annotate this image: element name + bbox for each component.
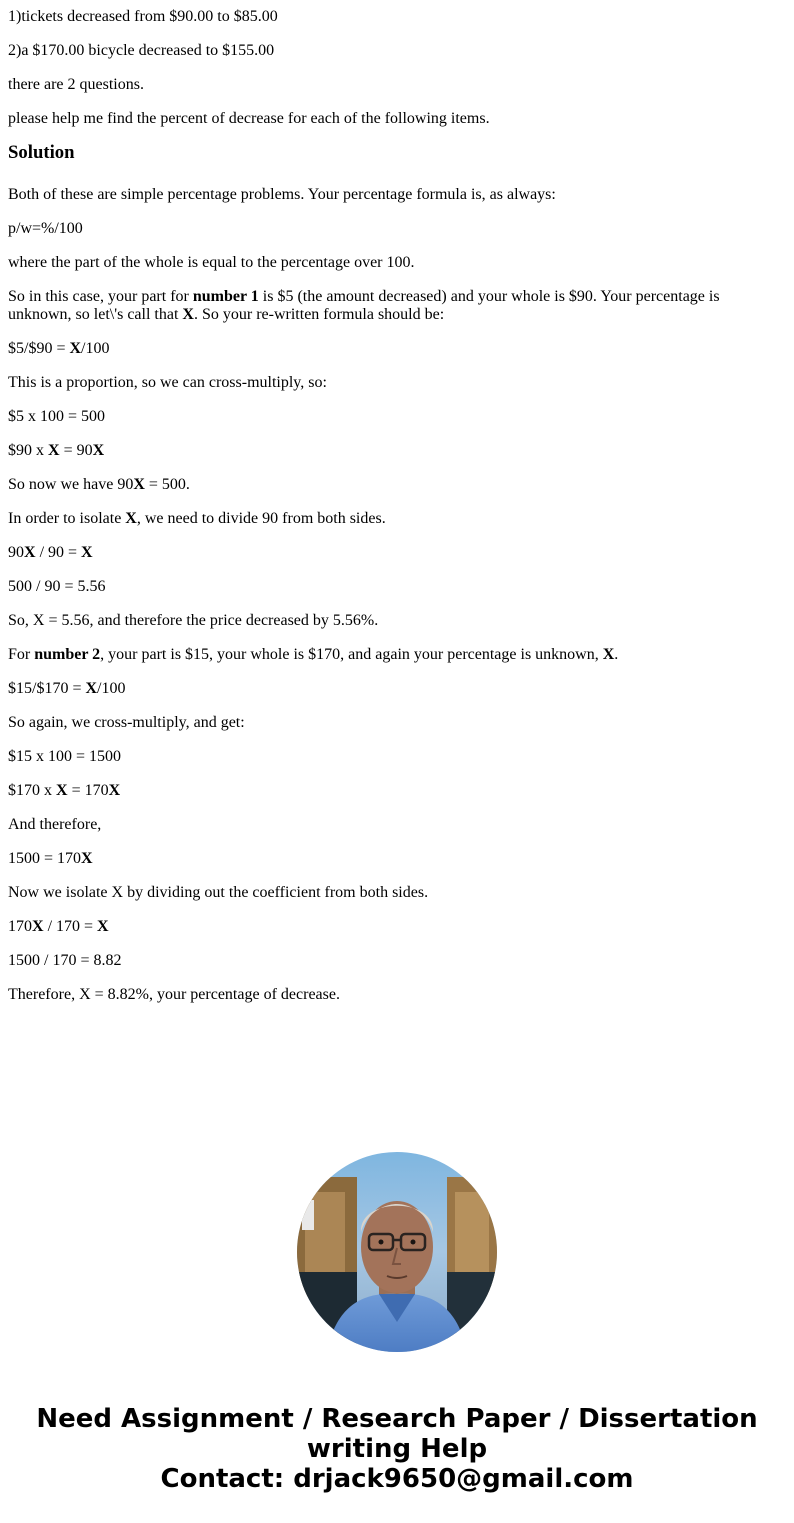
eq3-variable-2: X [92,442,105,459]
equation-9 [8,850,786,868]
part1-number-label: number 1 [192,288,259,305]
eq8-variable-2: X [108,782,121,799]
question-count-note: there are 2 questions. [8,76,144,93]
equation-8 [8,782,786,800]
equation-6 [8,680,786,698]
eq8-c: = 170 [67,782,109,799]
now-variable: X [133,476,145,493]
isolate-variable: X [125,510,137,527]
part2-e: . [614,646,619,663]
now-c: = 500. [144,476,190,493]
part2-paragraph [8,646,786,664]
eq10-variable: X [32,918,44,935]
part1-variable: X [182,306,194,323]
person-portrait-icon [297,1152,497,1352]
solution-heading: Solution [8,142,75,163]
solution-intro: Both of these are simple percentage problems. Your percentage formula is, as always: [8,186,556,203]
eq1-left: $5/$90 = [8,340,70,357]
equation-4 [8,544,786,562]
promo-contact: Contact: drjack9650@gmail.com [160,1464,634,1494]
eq6-c: /100 [97,680,126,697]
eq3-a: $90 x [8,442,48,459]
equation-10 [8,918,786,936]
eq6-a: $15/$170 = [8,680,86,697]
eq4-a: 90 [8,544,24,561]
eq10-variable-2: X [97,918,109,935]
part2-number-label: number 2 [34,646,101,663]
proportion-note: This is a proportion, so we can cross-multiply, so: [8,374,327,391]
eq8-variable: X [56,782,68,799]
eq6-variable: X [85,680,98,697]
eq1-variable: X [69,340,82,357]
eq4-variable-2: X [81,544,93,561]
cross-multiply-note: So again, we cross-multiply, and get: [8,714,245,731]
part2-a: For [8,646,35,663]
promo-line-2: writing Help [306,1434,488,1464]
isolate-c: , we need to divide 90 from both sides. [136,510,386,527]
eq4-c: / 90 = [35,544,82,561]
formula-explanation: where the part of the whole is equal to the percentage over 100. [8,254,415,271]
part1-text-a: So in this case, your part for [8,288,193,305]
eq9-variable: X [81,850,93,867]
equation-11: 1500 / 170 = 8.82 [8,952,122,969]
now-a: So now we have 90 [8,476,134,493]
question-item-1: 1)tickets decreased from $90.00 to $85.00 [8,8,278,25]
promo-text [0,1404,794,1494]
eq3-c: = 90 [59,442,93,459]
eq1-right: /100 [81,340,110,357]
formula: p/w=%/100 [8,220,83,237]
isolate-a: In order to isolate [8,510,126,527]
promo-line-1: Need Assignment / Research Paper / Dissertation [36,1404,758,1434]
equation-3 [8,442,786,460]
part1-text-c: is $5 (the amount decreased) and your whole is $90. Your percentage is unknown, so let\'s call that [8,288,720,323]
part1-paragraph [8,288,786,324]
eq4-variable: X [24,544,36,561]
part2-c: , your part is $15, your whole is $170, and again your percentage is unknown, [100,646,603,663]
therefore-text: And therefore, [8,816,102,833]
question-request: please help me find the percent of decrease for each of the following items. [8,110,490,127]
eq9-a: 1500 = 170 [8,850,82,867]
equation-7: $15 x 100 = 1500 [8,748,122,765]
eq10-a: 170 [8,918,32,935]
result-2: Therefore, X = 8.82%, your percentage of decrease. [8,986,340,1003]
now-statement [8,476,786,494]
eq3-variable: X [48,442,60,459]
part2-variable: X [602,646,615,663]
question-answer-article [8,0,786,1012]
equation-2: $5 x 100 = 500 [8,408,106,425]
equation-5: 500 / 90 = 5.56 [8,578,106,595]
result-1: So, X = 5.56, and therefore the price decreased by 5.56%. [8,612,379,629]
equation-1 [8,340,786,358]
eq10-c: / 170 = [43,918,98,935]
isolate-2-statement: Now we isolate X by dividing out the coefficient from both sides. [8,884,429,901]
question-item-2: 2)a $170.00 bicycle decreased to $155.00 [8,42,275,59]
part1-text-e: . So your re-written formula should be: [193,306,445,323]
isolate-statement [8,510,786,528]
eq8-a: $170 x [8,782,56,799]
